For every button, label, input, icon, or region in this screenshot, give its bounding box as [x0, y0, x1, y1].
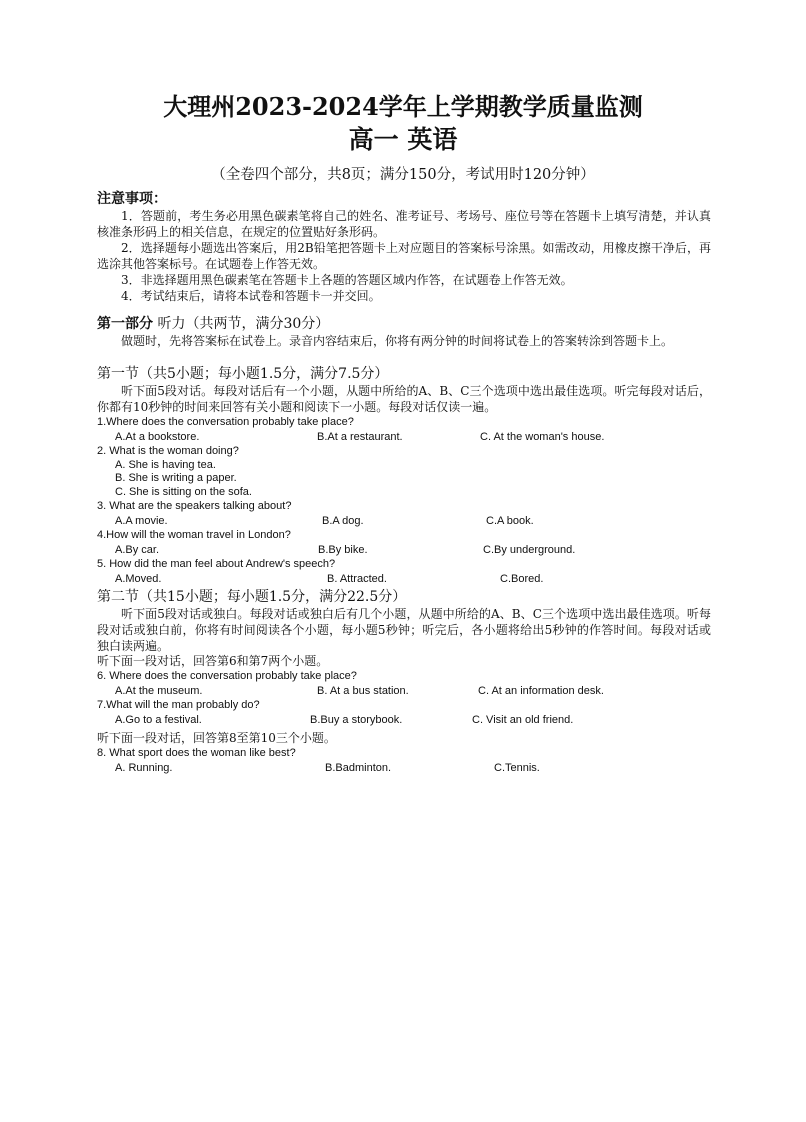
question-text: 5. How did the man feel about Andrew's speech?: [97, 558, 336, 570]
part1-heading-rest: 听力（共两节，满分30分）: [153, 316, 330, 332]
option-a: A. Running.: [115, 761, 173, 774]
options-row: [97, 430, 711, 445]
option-a: A.Go to a festival.: [115, 713, 202, 726]
option-b: B. Attracted.: [327, 572, 387, 585]
question-4: [97, 528, 711, 557]
section2-instructions: 听下面5段对话或独白。每段对话或独白后有几个小题，从题中所给的A、B、C三个选项中选出最佳选项。听每段对话或独白前，你将有时间阅读各个小题，每小题5秒钟；听完后，各小题将给出5秒钟的作答时间。每段对话或独白读两遍。: [97, 607, 711, 653]
notice-section: [97, 190, 711, 304]
options-row: [97, 684, 711, 699]
option-a: A.By car.: [115, 543, 160, 556]
part1-section: [97, 315, 711, 349]
option-b: B. She is writing a paper.: [115, 472, 237, 484]
option-b: B.At a restaurant.: [317, 430, 403, 443]
question-2: [97, 444, 711, 499]
option-c: C. She is sitting on the sofa.: [115, 485, 252, 498]
question-text: 4.How will the woman travel in London?: [97, 529, 291, 541]
option-c: C.By underground.: [483, 543, 576, 556]
options-row: [97, 713, 711, 728]
question-6: [97, 669, 711, 698]
question-text: 7.What will the man probably do?: [97, 699, 260, 711]
listening-lead: 听下面一段对话，回答第8至第10三个小题。: [97, 731, 336, 745]
question-text: 6. Where does the conversation probably take place?: [97, 670, 357, 682]
question-text: 2. What is the woman doing?: [97, 445, 239, 457]
option-a: A. She is having tea.: [115, 458, 216, 471]
options-row: [97, 572, 711, 587]
question-5: [97, 557, 711, 586]
part1-heading-bold: 第一部分: [97, 316, 153, 332]
section2-heading: 第二节（共15小题；每小题1.5分，满分22.5分）: [97, 589, 407, 605]
notice-heading: 注意事项：: [97, 191, 167, 207]
option-b: B. At a bus station.: [317, 684, 409, 697]
section1-instructions: 听下面5段对话。每段对话后有一个小题，从题中所给的A、B、C三个选项中选出最佳选项。听完每段对话后，你都有10秒钟的时间来回答有关小题和阅读下一小题。每段对话仅读一遍。: [97, 384, 711, 414]
part1-heading: [97, 315, 711, 333]
exam-info: （全卷四个部分，共8页；满分150分，考试用时120分钟）: [211, 167, 595, 183]
notice-item: 1．答题前，考生务必用黑色碳素笔将自己的姓名、准考证号、考场号、座位号等在答题卡上填写清楚，并认真核准条形码上的相关信息，在规定的位置贴好条形码。: [97, 209, 711, 239]
notice-item: 3．非选择题用黑色碳素笔在答题卡上各题的答题区域内作答，在试题卷上作答无效。: [121, 273, 573, 287]
option-c: C.A book.: [486, 514, 534, 527]
option-c: C. At an information desk.: [478, 684, 604, 697]
option-a: A.Moved.: [115, 572, 162, 585]
question-3: [97, 499, 711, 528]
option-c: C. At the woman's house.: [480, 430, 605, 443]
question-text: 1.Where does the conversation probably take place?: [97, 416, 354, 428]
section1: [97, 365, 711, 586]
options-row: [97, 761, 711, 776]
options-row: [97, 514, 711, 529]
question-7: [97, 698, 711, 727]
part1-intro: 做题时，先将答案标在试卷上。录音内容结束后，你将有两分钟的时间将试卷上的答案转涂到答题卡上。: [121, 334, 674, 348]
section1-heading: 第一节（共5小题；每小题1.5分，满分7.5分）: [97, 366, 389, 382]
notice-item: 2．选择题每小题选出答案后，用2B铅笔把答题卡上对应题目的答案标号涂黑。如需改动，用橡皮擦干净后，再选涂其他答案标号。在试题卷上作答无效。: [97, 241, 711, 271]
question-text: 8. What sport does the woman like best?: [97, 747, 296, 759]
section2: [97, 588, 711, 775]
question-8: [97, 746, 711, 775]
option-b: B.A dog.: [322, 514, 364, 527]
notice-item: 4．考试结束后，请将本试卷和答题卡一并交回。: [121, 289, 381, 303]
option-a: A.At the museum.: [115, 684, 203, 697]
option-c: C.Bored.: [500, 572, 544, 585]
options-row: [97, 543, 711, 558]
exam-title: 大理州2023-2024学年上学期教学质量监测: [163, 92, 643, 121]
option-a: A.A movie.: [115, 514, 168, 527]
option-b: B.Badminton.: [325, 761, 392, 774]
option-b: B.By bike.: [318, 543, 368, 556]
exam-subject: 高一 英语: [348, 125, 458, 154]
question-1: [97, 415, 711, 444]
option-a: A.At a bookstore.: [115, 430, 200, 443]
listening-lead: 听下面一段对话，回答第6和第7两个小题。: [97, 654, 329, 668]
question-text: 3. What are the speakers talking about?: [97, 500, 292, 512]
option-c: C.Tennis.: [494, 761, 540, 774]
option-c: C. Visit an old friend.: [472, 713, 574, 726]
option-b: B.Buy a storybook.: [310, 713, 403, 726]
